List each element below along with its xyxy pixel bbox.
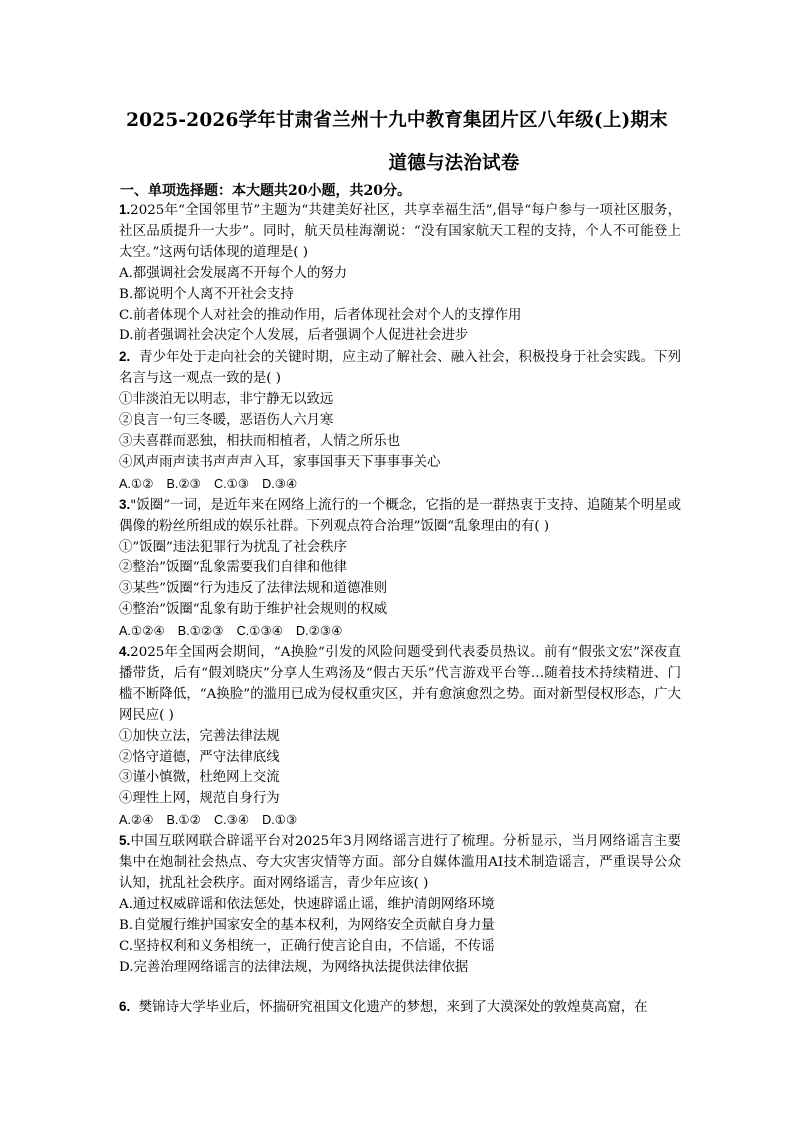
statement: ①加快立法，完善法律法规 <box>119 728 280 744</box>
exam-title: 2025-2026学年甘肃省兰州十九中教育集团片区八年级(上)期末 <box>126 110 668 131</box>
statement: ③某些”饭圈“行为违反了法律法规和道德准则 <box>119 581 388 597</box>
statement: ②恪守道德，严守法律底线 <box>119 749 280 765</box>
question-2 <box>119 347 681 494</box>
question-text: 中国互联网联合辟谣平台对2025年3月网络谣言进行了梳理。分析显示，当月网络谣言主要集中在炮制社会热点、夸大灾害灾情等方面。部分自媒体滥用AI技术制造谣言，严重误导公众认知，扰乱社会秩序。面对网络谣言，青少年应该( ) <box>119 834 681 891</box>
section-heading: 一、单项选择题：本大题共20小题，共20分。 <box>120 183 411 199</box>
question-list <box>119 200 681 1018</box>
choice-a: A.②④ <box>119 813 154 828</box>
choice-a: A.①② <box>119 476 154 491</box>
question-5 <box>119 831 681 978</box>
option: C.前者体现个人对社会的推动作用，后者体现社会对个人的支撑作用 <box>119 307 522 323</box>
question-number: 3. <box>119 496 131 512</box>
question-stem <box>119 200 681 264</box>
option: B.自觉履行维护国家安全的基本权利，为网络安全贡献自身力量 <box>119 917 495 933</box>
choice-d: D.②③④ <box>296 624 343 639</box>
question-3 <box>119 495 681 642</box>
statement: ②良言一句三冬暖，恶语伤人六月寒 <box>119 413 334 429</box>
choice-d: D.①③ <box>262 813 298 828</box>
question-number: 6. <box>119 998 131 1014</box>
choice-b: B.②③ <box>166 476 201 491</box>
choice-c: C.①③ <box>213 476 250 491</box>
question-stem <box>119 831 681 895</box>
question-stem <box>119 642 681 727</box>
statement: ③夫喜群而恶独，相扶而相植者，人情之所乐也 <box>119 433 401 449</box>
choice-c: C.③④ <box>213 813 250 828</box>
question-text: "饭圈“一词，是近年来在网络上流行的一个概念，它指的是一群热衷于支持、追随某个明星或偶像的粉丝所组成的娱乐社群。下列观点符合治理”饭圈“乱象理由的有( ) <box>119 497 681 534</box>
statement: ④理性上网，规范自身行为 <box>119 791 280 807</box>
question-number: 1. <box>119 202 131 217</box>
answer-choices <box>119 810 681 831</box>
statement: ④风声雨声读书声声声入耳，家事国事天下事事事关心 <box>119 454 441 470</box>
choice-b: B.①②③ <box>177 624 224 639</box>
option: C.坚持权利和义务相统一，正确行使言论自由，不信谣，不传谣 <box>119 938 495 954</box>
question-number: 2. <box>119 349 131 365</box>
question-6 <box>119 997 681 1019</box>
statement: ④整治”饭圈“乱象有助于维护社会规则的权威 <box>119 602 388 618</box>
answer-choices <box>119 621 681 642</box>
answer-choices <box>119 474 681 495</box>
choice-b: B.①② <box>166 813 201 828</box>
statement: ①非淡泊无以明志，非宁静无以致远 <box>119 392 334 408</box>
option: A.通过权威辟谣和依法惩处，快速辟谣止谣，维护清朗网络环境 <box>119 896 495 912</box>
choice-d: D.③④ <box>262 476 298 491</box>
question-1 <box>119 200 681 347</box>
option: D.前者强调社会决定个人发展，后者强调个人促进社会进步 <box>119 328 469 344</box>
option: D.完善治理网络谣言的法律法规，为网络执法提供法律依据 <box>119 959 469 975</box>
question-text: 青少年处于走向社会的关键时期，应主动了解社会、融入社会，积极投身于社会实践。下列名言与这一观点一致的是( ) <box>119 350 681 387</box>
statement: ②整治”饭圈“乱象需要我们自律和他律 <box>119 560 347 576</box>
spacer <box>119 979 681 997</box>
question-stem <box>119 347 681 390</box>
question-stem <box>119 997 681 1019</box>
statement: ①”饭圈”违法犯罪行为扰乱了社会秩序 <box>119 539 347 555</box>
option: B.都说明个人离不开社会支持 <box>119 286 294 302</box>
question-text: 2025年“全国邻里节”主题为“共建美好社区，共享幸福生活”,倡导“每户参与一项社区服务，社区品质提升一大步”。同时，航天员桂海潮说：“没有国家航天工程的支持，个人不可能登上太空。”这两句话体现的道理是( ) <box>119 203 681 260</box>
question-number: 5. <box>119 833 131 849</box>
choice-a: A.①②④ <box>119 624 165 639</box>
choice-c: C.①③④ <box>236 624 284 639</box>
question-number: 4. <box>119 644 131 660</box>
statement: ③谨小慎微，杜绝网上交流 <box>119 770 280 786</box>
option: A.都强调社会发展离不开每个人的努力 <box>119 265 348 281</box>
question-stem <box>119 495 681 538</box>
question-text: 樊锦诗大学毕业后，怀揣研究祖国文化遗产的梦想，来到了大漠深处的敦煌莫高窟，在 <box>138 999 648 1015</box>
exam-subtitle: 道德与法治试卷 <box>388 153 520 174</box>
question-text: 2025年全国两会期间，“A换脸“引发的风险问题受到代表委员热议。前有“假张文宏”深夜直播带货，后有“假刘晓庆”分享人生鸡汤及“假古天乐”代言游戏平台等…随着技术持续精进、门槛不断降低，“A换脸”的滥用已成为侵权重灾区，并有愈演愈烈之势。面对新型侵权形态，广大网民应( ) <box>119 645 681 723</box>
question-4 <box>119 642 681 831</box>
